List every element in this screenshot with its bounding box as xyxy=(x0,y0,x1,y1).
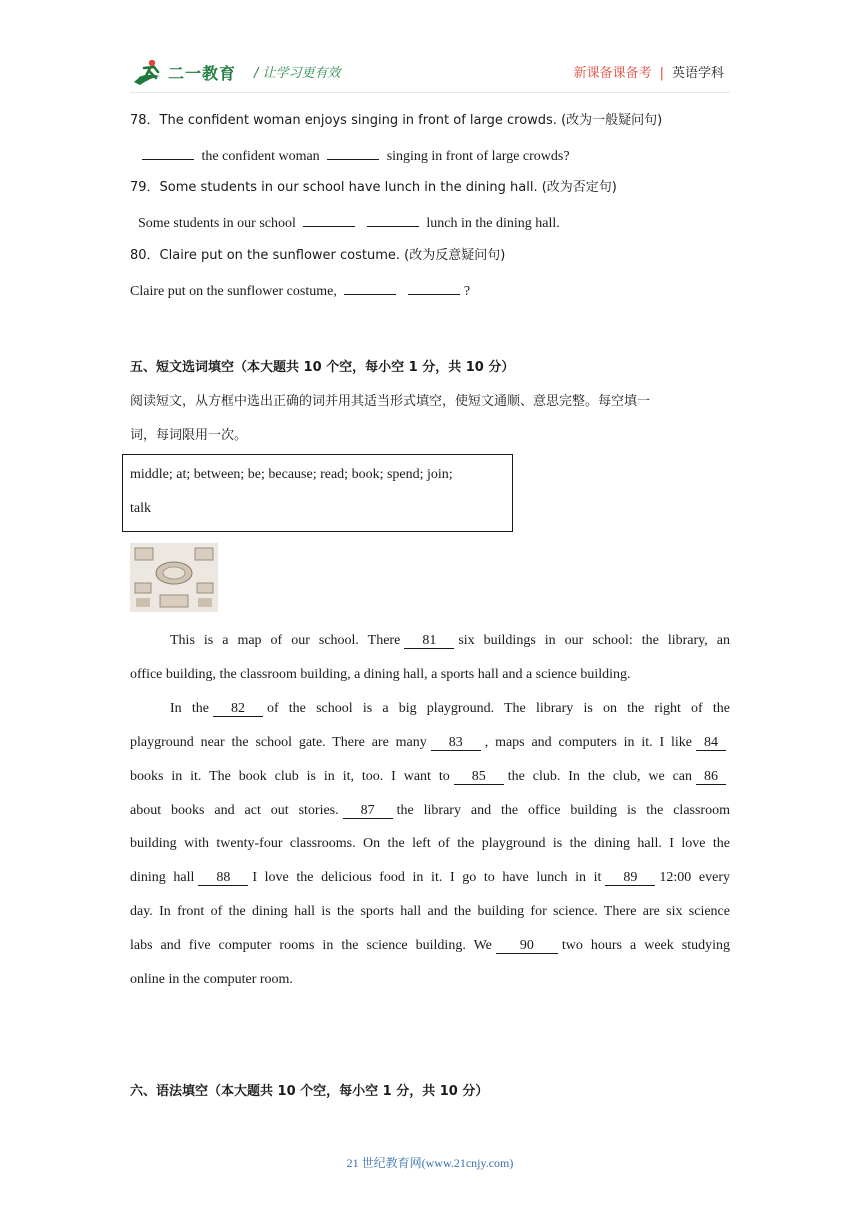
header-separator: | xyxy=(659,66,664,81)
page-header xyxy=(130,58,730,88)
answer-blank[interactable] xyxy=(408,280,460,295)
logo-text: 二一教育 xyxy=(168,64,237,83)
word-bank-line: middle; at; between; be; because; read; book; spend; join; xyxy=(130,467,453,482)
answer-blank[interactable] xyxy=(303,212,355,227)
passage-line: In the 82 of the school is a big playground. The library is on the right of the xyxy=(170,701,730,716)
blank-90[interactable]: 90 xyxy=(496,938,558,954)
header-divider xyxy=(130,92,730,93)
passage-line: about books and act out stories. 87 the library and the office building is the classroom xyxy=(130,803,730,818)
q79-answer-line: Some students in our school lunch in the dining hall. xyxy=(138,212,560,234)
q80-prompt: 80．Claire put on the sunflower costume. (改为反意疑问句) xyxy=(130,248,506,263)
passage-line: books in it. The book club is in it, too. I want to 85 the club. In the club, we can 86 xyxy=(130,767,730,787)
section5-title: 五、短文选词填空（本大题共 10 个空，每小空 1 分，共 10 分） xyxy=(130,360,515,375)
answer-blank[interactable] xyxy=(367,212,419,227)
blank-83[interactable]: 83 xyxy=(431,735,481,751)
section6-title: 六、语法填空（本大题共 10 个空，每小空 1 分，共 10 分） xyxy=(130,1084,489,1099)
blank-88[interactable]: 88 xyxy=(198,870,248,886)
blank-82[interactable]: 82 xyxy=(213,701,263,717)
header-subject-label: 英语学科 xyxy=(671,66,724,81)
section5-instruction-cont: 词，每词限用一次。 xyxy=(130,428,248,443)
q78-prompt: 78．The confident woman enjoys singing in front of large crowds. (改为一般疑问句) xyxy=(130,113,663,128)
blank-89[interactable]: 89 xyxy=(605,870,655,886)
q79-prompt: 79．Some students in our school have lunch in the dining hall. (改为否定句) xyxy=(130,180,617,195)
blank-81[interactable]: 81 xyxy=(404,633,454,649)
logo xyxy=(130,58,236,88)
passage-line: office building, the classroom building, a dining hall, a sports hall and a science building. xyxy=(130,667,631,682)
passage-line: dining hall 88 I love the delicious food in it. I go to have lunch in it 89 12:00 every xyxy=(130,870,731,885)
header-subject xyxy=(574,62,724,81)
passage-line: online in the computer room. xyxy=(130,972,293,987)
blank-86[interactable]: 86 xyxy=(696,769,726,785)
q78-answer-line: the confident woman singing in front of large crowds? xyxy=(138,145,570,167)
word-bank-line: talk xyxy=(130,501,151,516)
school-map-image xyxy=(130,543,218,612)
header-slogan: / 让学习更有效 xyxy=(254,66,341,81)
q80-answer-line: Claire put on the sunflower costume, ? xyxy=(130,280,470,302)
header-course-label: 新课备课备考 xyxy=(573,66,652,81)
runner-logo-icon xyxy=(130,58,170,88)
answer-blank[interactable] xyxy=(327,145,379,160)
blank-84[interactable]: 84 xyxy=(696,735,726,751)
word-bank-box xyxy=(122,454,513,532)
passage-line: building with twenty-four classrooms. On the left of the playground is the dining hall. I love the xyxy=(130,836,730,851)
page-footer: 21 世纪教育网(www.21cnjy.com) xyxy=(346,1156,514,1170)
answer-blank[interactable] xyxy=(344,280,396,295)
passage-line: labs and five computer rooms in the science building. We 90 two hours a week studying xyxy=(130,938,730,953)
section5-instruction: 阅读短文，从方框中选出正确的词并用其适当形式填空，使短文通顺、意思完整。每空填一 xyxy=(130,394,651,409)
blank-87[interactable]: 87 xyxy=(343,803,393,819)
answer-blank[interactable] xyxy=(142,145,194,160)
passage-line: This is a map of our school. There 81 six buildings in our school: the library, an xyxy=(170,633,730,648)
blank-85[interactable]: 85 xyxy=(454,769,504,785)
passage-line: playground near the school gate. There are many 83 , maps and computers in it. I like 84 xyxy=(130,733,730,753)
passage-line: day. In front of the dining hall is the sports hall and the building for science. There are six science xyxy=(130,904,730,919)
